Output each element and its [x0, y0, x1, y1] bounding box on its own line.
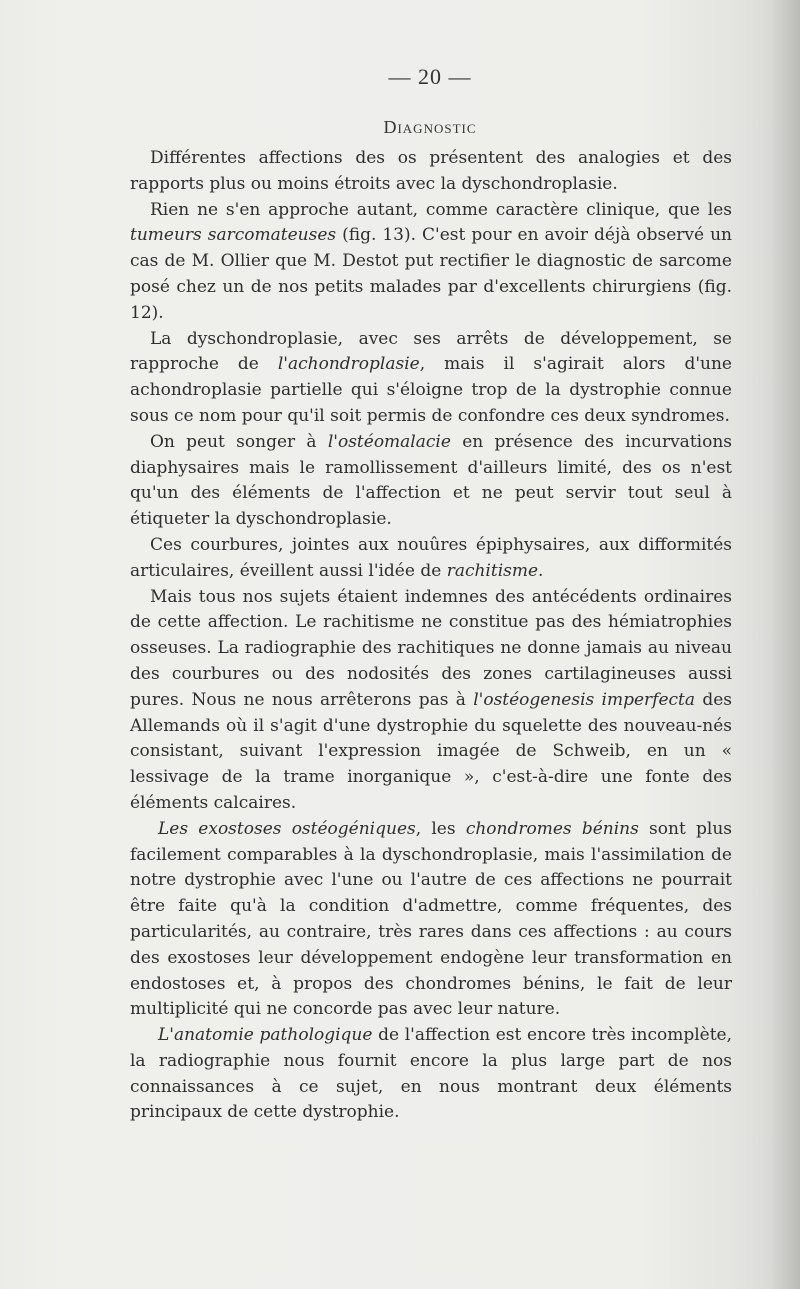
- paragraph-text: en présence des incurvations diaphysaires mais le ramollissement d'ailleurs limité, des os n'est qu'un des éléments de l'affection et ne peut servir tout seul à étiqueter la dyschondroplasie.: [130, 431, 732, 530]
- italic-term: tumeurs sarcomateuses: [130, 225, 337, 246]
- body-text: [130, 146, 732, 1126]
- paragraph-text: On peut songer à: [150, 431, 328, 452]
- italic-term: L'anatomie pathologique: [158, 1025, 373, 1046]
- italic-term: l'ostéomalacie: [327, 431, 451, 452]
- paragraph: [130, 585, 732, 817]
- paragraph-text: , les: [415, 818, 466, 839]
- italic-term: Les exostoses ostéogéniques: [158, 818, 416, 839]
- paragraph-text: de l'affection est encore très incomplète, la radiographie nous fournit encore la plus large part de nos connaissances à ce sujet, en nous montrant deux éléments principaux de cette dystrophie.: [130, 1025, 732, 1123]
- paragraph: [130, 533, 732, 585]
- paragraph-text: sont plus facilement comparables à la dyschondroplasie, mais l'assimilation de notre dystrophie avec l'une ou l'autre de ces affections ne pourrait être faite qu'à la condition d'admettre, comme fréquentes, des particularités, au contraire, très rares dans ces affections : au cours des exostoses leur développement endogène leur transformation en endostoses et, à propos des chondromes bénins, le fait de leur multiplicité qui ne concorde pas avec leur nature.: [130, 818, 733, 1020]
- section-heading: Diagnostic: [383, 117, 477, 137]
- paragraph: [130, 198, 732, 327]
- paragraph: [130, 1023, 732, 1126]
- paragraph-text: Rien ne s'en approche autant, comme caractère clinique, que les: [150, 199, 732, 220]
- paragraph-text: des Allemands où il s'agit d'une dystrophie du squelette des nouveau-nés consistant, suivant l'expression imagée de Schweib, en un « lessivage de la trame inorganique », c'est-à-dire une fonte des éléments calcaires.: [130, 689, 733, 813]
- paragraph-text: Ces courbures, jointes aux nouûres épiphysaires, aux difformités articulaires, éveillent aussi l'idée de: [130, 534, 732, 581]
- italic-term: chondromes bénins: [465, 818, 639, 839]
- paragraph-text: , mais il s'agirait alors d'une achondroplasie partielle qui s'éloigne trop de la dystrophie connue sous ce nom pour qu'il soit permis de confondre ces deux syndromes.: [130, 354, 732, 426]
- italic-term: l'ostéogenesis imperfecta: [473, 689, 696, 710]
- italic-term: l'achondroplasie: [277, 354, 420, 375]
- paragraph-text: (fig. 13). C'est pour en avoir déjà observé un cas de M. Ollier que M. Destot put rectifier le diagnostic de sarcome posé chez un de nos petits malades par d'excellents chirurgiens (fig. 12).: [130, 225, 732, 323]
- italic-term: rachitisme: [446, 560, 539, 581]
- paragraph: [130, 327, 732, 430]
- paragraph-text: La dyschondroplasie, avec ses arrêts de développement, se rapproche de: [130, 328, 732, 375]
- paragraph: [130, 817, 732, 1023]
- paragraph: [130, 430, 732, 533]
- paragraph: [130, 146, 732, 198]
- paragraph-text: .: [538, 560, 544, 581]
- paragraph-text: Différentes affections des os présentent des analogies et des rapports plus ou moins étroits avec la dyschondroplasie.: [130, 148, 732, 194]
- page-edge-shadow: [770, 0, 800, 1289]
- page-number: — 20 —: [388, 64, 472, 89]
- paragraph-text: Mais tous nos sujets étaient indemnes des antécédents ordinaires de cette affection. Le rachitisme ne constitue pas des hémiatrophies osseuses. La radiographie des rachitiques ne donne jamais au niveau des courbures ou des nodosités des zones cartilagineuses aussi pures. Nous ne nous arrêterons pas à: [130, 586, 732, 710]
